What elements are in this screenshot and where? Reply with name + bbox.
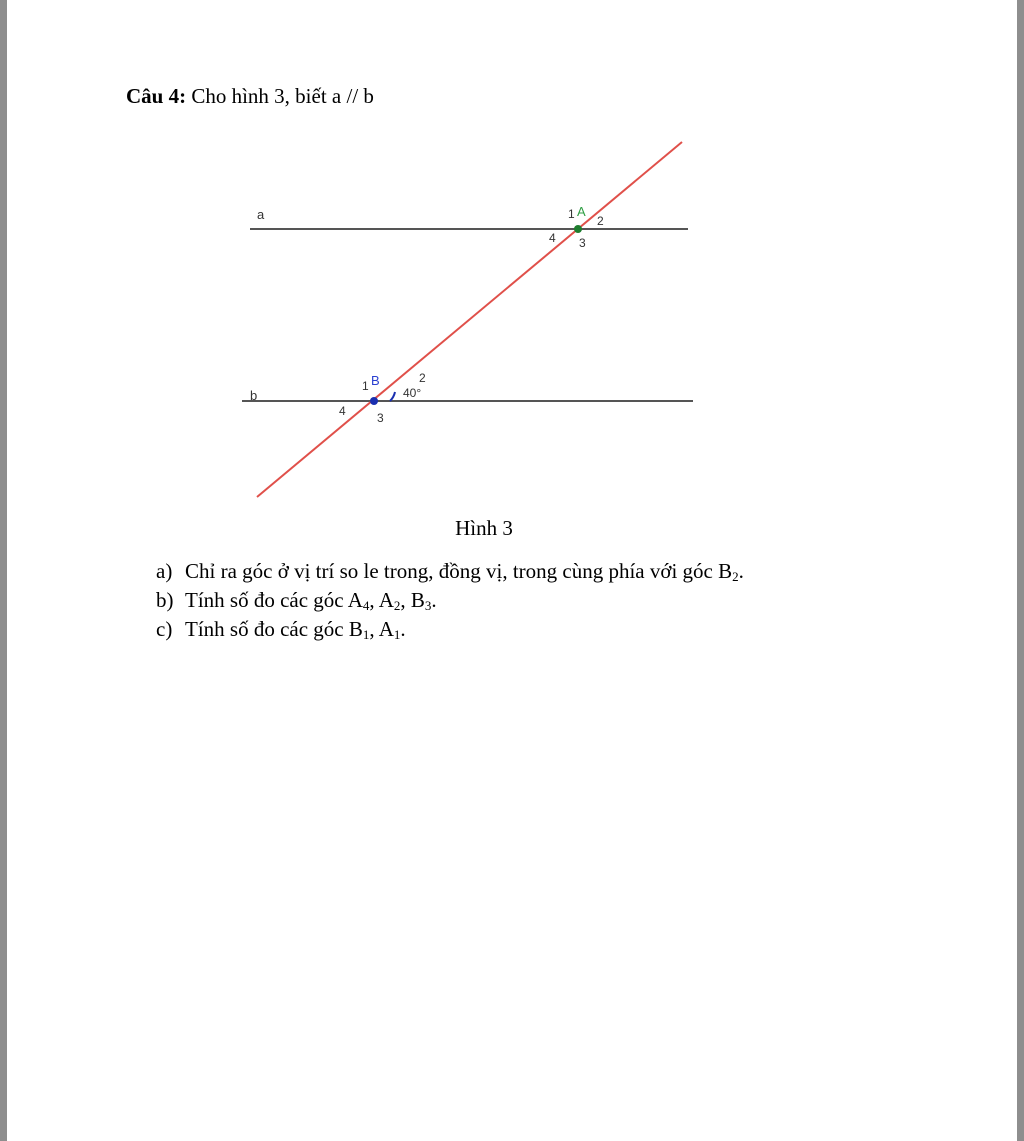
angle-arc-b [390,392,395,401]
point-b-dot [370,397,378,405]
figure-caption: Hình 3 [455,516,513,540]
angle-ref: $B_2$. [718,559,744,584]
angle-b2-label: 2 [419,371,426,385]
item-b [156,586,744,615]
item-a [156,557,744,586]
item-letter: b) [156,588,174,612]
angle-ref: $A_4$, [347,588,379,613]
transversal-line [257,142,682,497]
question-heading [126,82,374,110]
geometry-figure [230,130,710,510]
item-text: Tính số đo các góc [185,617,349,641]
angle-b2-measure: 40° [403,386,422,400]
angle-b3-label: 3 [377,411,384,425]
angle-a3-label: 3 [579,236,586,250]
left-border [0,0,7,1141]
question-items [156,557,744,644]
angle-ref: $B_3$. [410,588,437,613]
point-a-dot [574,225,582,233]
angle-a1-label: 1 [568,207,575,221]
item-text: Tính số đo các góc [185,588,348,612]
item-text: Chỉ ra góc ở vị trí so le trong, đồng vị, trong cùng phía với góc [185,559,719,583]
angle-b4-label: 4 [339,404,346,418]
item-c [156,615,744,644]
angle-ref: $A_1$. [378,617,406,642]
line-b-label: b [250,388,258,403]
angle-ref: $A_2$, [378,588,411,613]
question-label: Câu 4: [126,84,187,108]
angle-a2-label: 2 [597,214,604,228]
point-b-name: B [371,373,380,388]
line-a-label: a [257,207,265,222]
angle-b1-label: 1 [362,379,369,393]
item-letter: a) [156,559,173,583]
question-text: Cho hình 3, biết a // b [191,84,374,108]
item-letter: c) [156,617,173,641]
angle-a4-label: 4 [549,231,556,245]
right-border [1017,0,1024,1141]
point-a-name: A [577,204,586,219]
angle-ref: $B_1$, [348,617,379,642]
